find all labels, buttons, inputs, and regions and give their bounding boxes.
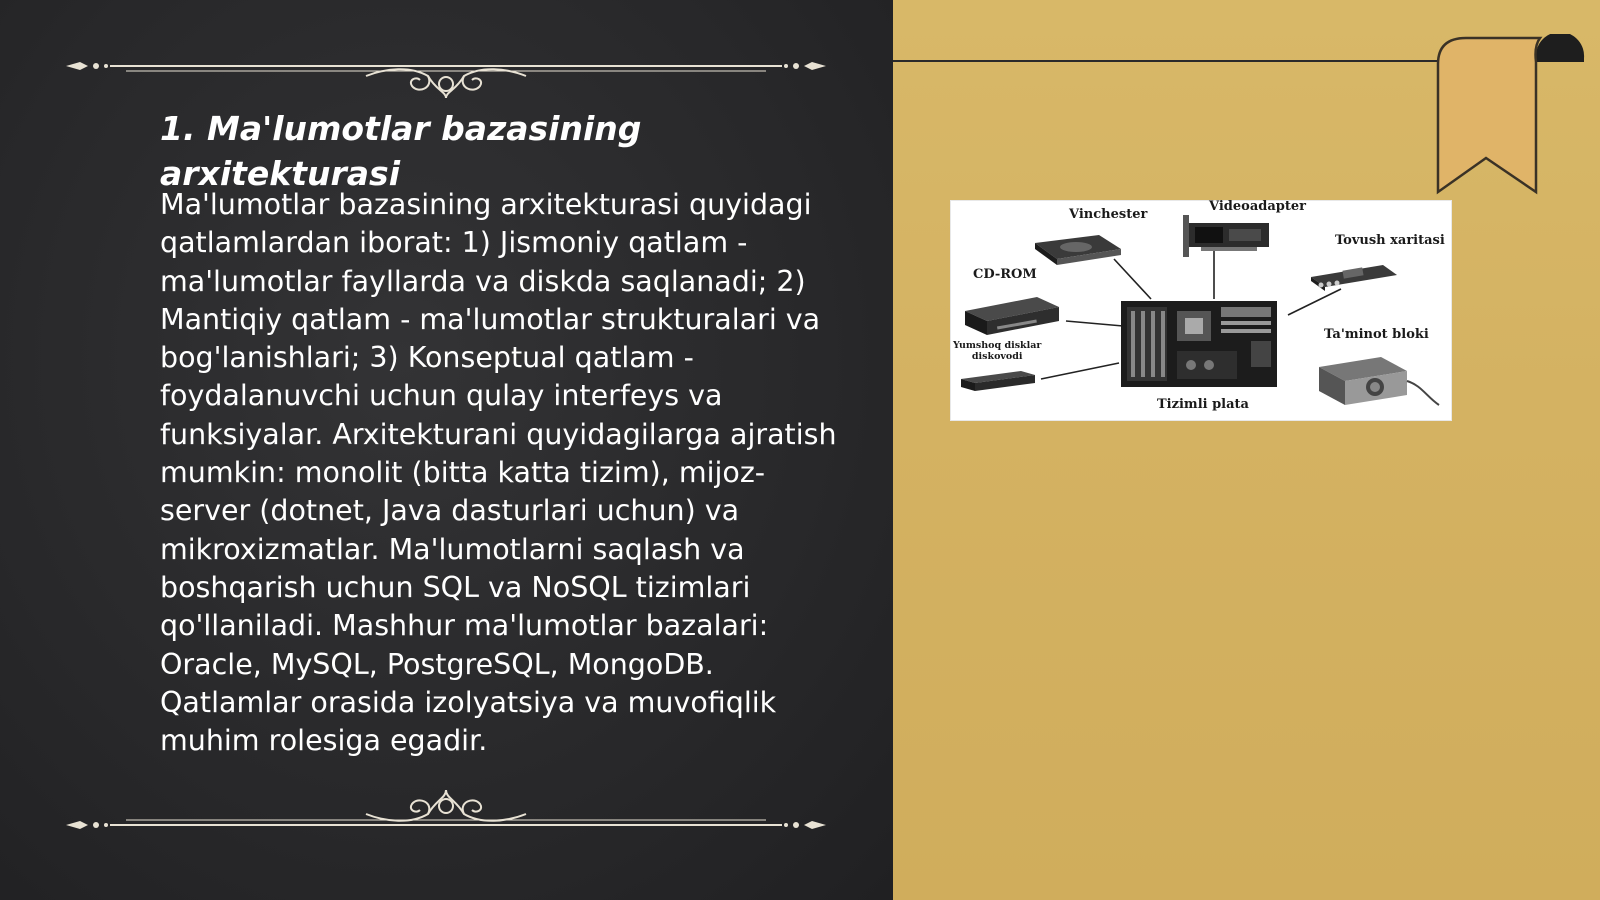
header-divider-line [893, 60, 1438, 62]
label-vinchester: Vinchester [1069, 207, 1148, 222]
video-card-icon [1183, 215, 1269, 257]
label-videoadapter: Videoadapter [1209, 199, 1306, 214]
slide-body-text: Ma'lumotlar bazasining arxitekturasi quyidagi qatlamlardan iborat: 1) Jismoniy qatlam - ma'lumotlar fayllarda va diskda saqlanadi; 2) Mantiqiy qatlam - ma'lumotlar strukturalari va bog'lanishlari; 3) Konseptual qatlam - foydalanuvchi uchun qulay interfeys va funksiyalar. Arxitekturani quyidagilarga ajratish mumkin: monolit (bitta katta tizim), mijoz-server (dotnet, Java dasturlari uchun) va mikroxizmatlar. Ma'lumotlarni saqlash va boshqarish uchun SQL va NoSQL tizimlari qo'llaniladi. Mashhur ma'lumotlar bazalari: Oracle, MySQL, PostgreSQL, MongoDB. Qatlamlar orasida izolyatsiya va muvofiqlik muhim rolesiga egadir. [160, 188, 837, 758]
floppy-drive-icon [961, 371, 1035, 391]
motherboard-icon [1121, 301, 1277, 387]
label-yumshoq-line1: Yumshoq disklar [953, 340, 1042, 351]
slide-title: 1. Ma'lumotlar bazasining arxitekturasi [160, 109, 642, 193]
top-ornament-icon [66, 38, 826, 98]
bookmark-ribbon-icon [1436, 34, 1600, 200]
label-cd-rom: CD-ROM [973, 267, 1037, 282]
computer-components-diagram [950, 200, 1452, 421]
label-yumshoq-disklar [953, 340, 1041, 362]
label-yumshoq-line2: diskovodi [971, 351, 1023, 362]
bottom-ornament-icon [66, 770, 826, 830]
cd-rom-icon [965, 297, 1059, 335]
hard-drive-icon [1035, 235, 1121, 265]
label-tovush-xaritasi: Tovush xaritasi [1335, 233, 1445, 248]
label-tizimli-plata: Tizimli plata [1157, 397, 1249, 412]
label-taminot-bloki: Ta'minot bloki [1324, 327, 1429, 342]
sound-card-icon [1311, 265, 1397, 291]
power-supply-icon [1319, 357, 1439, 405]
